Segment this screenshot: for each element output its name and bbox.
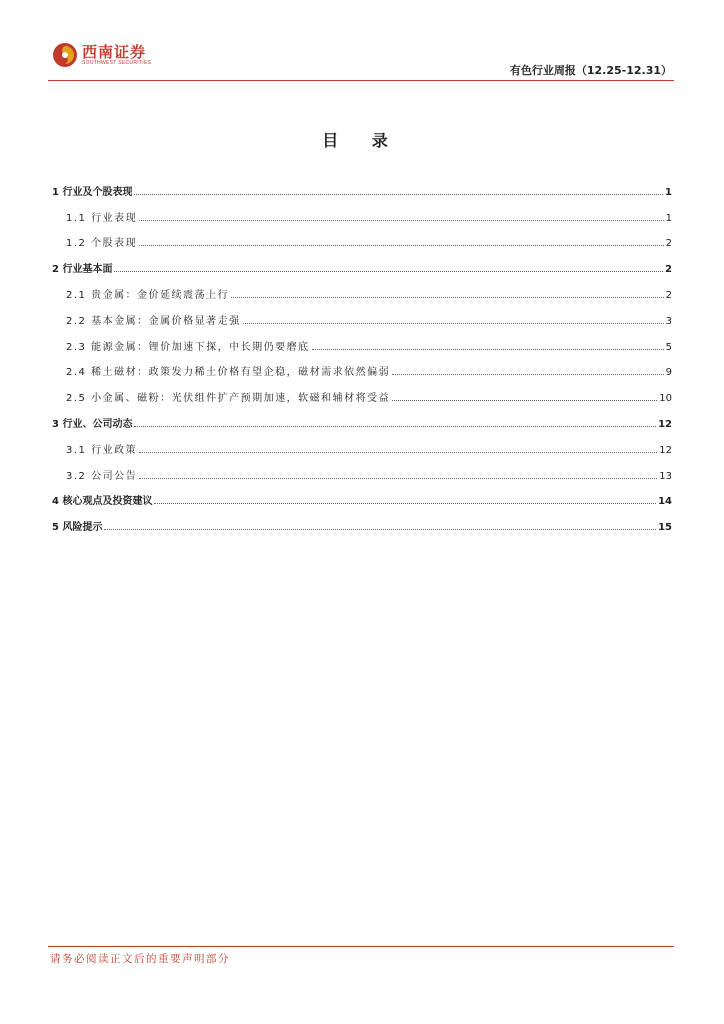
toc-dot-leader <box>243 323 664 324</box>
toc-entry-page-number: 13 <box>659 470 672 482</box>
toc-entry-section[interactable] <box>52 404 672 430</box>
toc-entry-label: 5 风险提示 <box>52 522 103 534</box>
toc-entry-page-number: 9 <box>665 367 672 379</box>
toc-entry-page-number: 10 <box>659 393 672 405</box>
logo-english-name: SOUTHWEST SECURITIES <box>82 59 152 66</box>
toc-entry-section[interactable] <box>52 249 672 275</box>
toc-dot-leader <box>139 245 664 246</box>
toc-dot-leader <box>139 478 657 479</box>
toc-entry-label: 2.3 能源金属：锂价加速下探，中长期仍要磨底 <box>66 341 310 353</box>
toc-entry-label: 2.2 基本金属：金属价格显著走强 <box>66 315 241 327</box>
toc-entry-page-number: 2 <box>665 289 672 301</box>
toc-dot-leader <box>134 426 656 427</box>
toc-dot-leader <box>134 194 663 195</box>
toc-entry-label: 2 行业基本面 <box>52 264 113 276</box>
toc-entry-subsection[interactable] <box>52 353 672 379</box>
header-divider <box>48 80 674 81</box>
toc-entry-label: 2.4 稀土磁材：政策发力稀土价格有望企稳，磁材需求依然偏弱 <box>66 367 391 379</box>
toc-entry-label: 3 行业、公司动态 <box>52 418 133 430</box>
toc-entry-page-number: 15 <box>658 522 672 534</box>
toc-entry-page-number: 1 <box>665 212 672 224</box>
toc-dot-leader <box>392 374 664 375</box>
toc-dot-leader <box>139 220 664 221</box>
toc-entry-subsection[interactable] <box>52 327 672 353</box>
toc-entry-section[interactable] <box>52 482 672 508</box>
toc-entry-page-number: 3 <box>665 315 672 327</box>
toc-dot-leader <box>139 452 657 453</box>
toc-heading: 目 录 <box>322 131 402 150</box>
toc-entry-subsection[interactable] <box>52 275 672 301</box>
toc-entry-subsection[interactable] <box>52 456 672 482</box>
report-title: 有色行业周报（12.25-12.31） <box>509 64 672 77</box>
toc-entry-subsection[interactable] <box>52 198 672 224</box>
logo-chinese-name: 西南证券 <box>82 42 147 61</box>
toc-entry-page-number: 2 <box>665 264 672 276</box>
toc-entry-page-number: 14 <box>658 496 672 508</box>
toc-entry-page-number: 2 <box>665 238 672 250</box>
toc-entry-label: 1.2 个股表现 <box>66 238 138 250</box>
toc-entry-label: 1 行业及个股表现 <box>52 186 133 198</box>
toc-entry-page-number: 5 <box>665 341 672 353</box>
southwest-securities-logo-icon <box>52 42 78 68</box>
toc-entry-section[interactable] <box>52 507 672 533</box>
toc-entry-label: 4 核心观点及投资建议 <box>52 496 153 508</box>
footer-divider <box>48 946 674 947</box>
toc-dot-leader <box>312 349 664 350</box>
toc-entry-subsection[interactable] <box>52 430 672 456</box>
toc-entry-subsection[interactable] <box>52 301 672 327</box>
toc-entry-label: 1.1 行业表现 <box>66 212 138 224</box>
toc-entry-page-number: 1 <box>665 186 672 198</box>
page-header <box>0 0 724 82</box>
toc-dot-leader <box>392 400 657 401</box>
toc-entry-label: 2.5 小金属、磁粉：光伏组件扩产预期加速，软磁和辅材将受益 <box>66 393 391 405</box>
toc-entry-subsection[interactable] <box>52 378 672 404</box>
footer-disclaimer: 请务必阅读正文后的重要声明部分 <box>50 953 230 965</box>
company-logo <box>52 42 151 68</box>
toc-dot-leader <box>114 271 663 272</box>
toc-dot-leader <box>231 297 664 298</box>
toc-entry-label: 3.1 行业政策 <box>66 444 138 456</box>
toc-entry-subsection[interactable] <box>52 224 672 250</box>
toc-dot-leader <box>154 503 656 504</box>
toc-entry-page-number: 12 <box>659 444 672 456</box>
toc-dot-leader <box>104 529 656 530</box>
toc-entry-label: 2.1 贵金属：金价延续震荡上行 <box>66 289 230 301</box>
toc-entry-page-number: 12 <box>658 418 672 430</box>
toc-entry-section[interactable] <box>52 172 672 198</box>
toc-entry-label: 3.2 公司公告 <box>66 470 138 482</box>
table-of-contents <box>52 172 672 533</box>
